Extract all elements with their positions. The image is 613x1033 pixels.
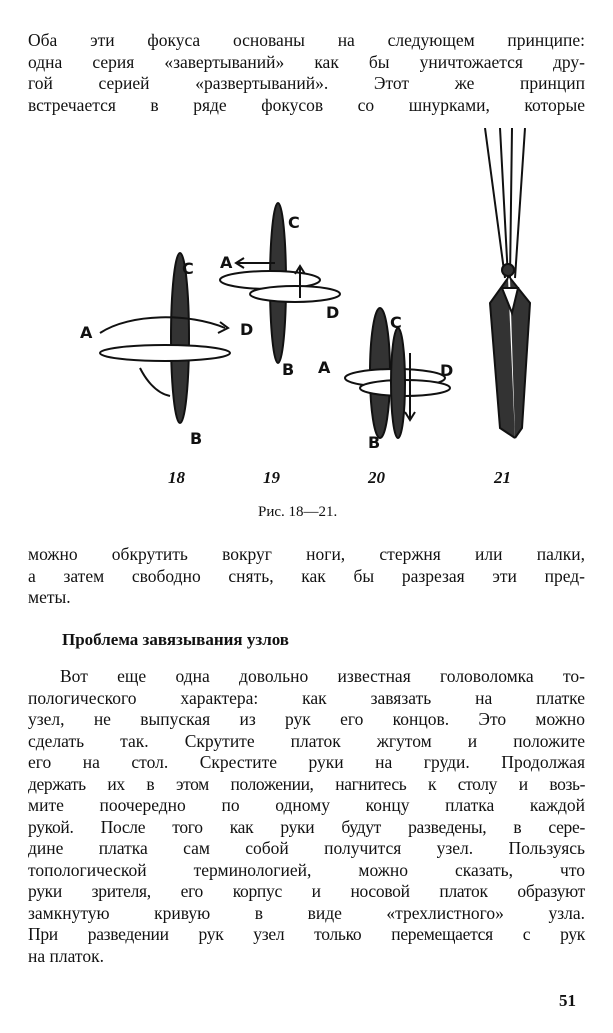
label-b-19: B [282,360,295,379]
label-d-20: D [440,361,454,380]
text-line: одна серия «завертываний» как бы уничтожается дру- [28,51,585,72]
figure-number-21: 21 [494,468,511,487]
text-line: меты. [28,587,71,607]
section-heading: Проблема завязывания узлов [62,630,289,649]
text-line: При разведении рук узел только перемещается с рук [28,924,585,944]
label-b-20: B [368,433,381,452]
label-d-18: D [240,320,254,339]
figure-caption: Рис. 18—21. [258,504,338,520]
fig19-drawing [220,203,340,363]
text-line: гой серией «развертываний». Этот же принцип [28,73,585,93]
text-line: встречается в ряде фокусов со шнурками, которые [28,94,585,115]
continuation-paragraph [28,544,585,609]
text-line: на платок. [28,945,104,966]
label-a-19: A [220,253,233,272]
figure-illustration [60,128,580,488]
text-line: рукой. После того как руки будут разведены, в сере- [28,816,585,837]
text-line: узел, не выпуская из рук его концов. Это можно [28,709,585,729]
text-line: Оба эти фокуса основаны на следующем принципе: [28,30,585,50]
label-d-19: D [326,303,340,322]
text-line: замкнутую кривую в виде «трехлистного» узла. [28,902,585,923]
label-b-18: B [190,429,203,448]
label-a-20: A [318,358,331,377]
text-line: дине платка сам собой получится узел. Пользуясь [28,838,585,858]
label-c-20: C [390,313,402,332]
text-line: мите поочередно по одному концу платка каждой [28,795,585,815]
text-line: сделать так. Скрутите платок жгутом и положите [28,730,585,751]
label-c-19: C [288,213,300,232]
text-line: Вот еще одна довольно известная головоломка то- [60,666,585,686]
fig21-drawing [485,128,530,438]
page-number: 51 [559,991,576,1010]
text-line: топологической терминологией, можно сказать, что [28,859,585,880]
text-line: пологического характера: как завязать на платке [28,687,585,708]
figure-number-20: 20 [368,468,385,487]
text-line: держать их в этом положении, нагнитесь к столу и возь- [28,773,585,794]
label-c-18: C [182,259,194,278]
text-line: руки зрителя, его корпус и носовой платок образуют [28,881,585,901]
figure-number-19: 19 [263,468,280,487]
body-paragraph [28,666,585,967]
text-line: его на стол. Скрестите руки на груди. Продолжая [28,752,585,772]
label-a-18: A [80,323,93,342]
text-line: а затем свободно снять, как бы разрезая эти пред- [28,565,585,586]
intro-paragraph [28,30,585,116]
text-line: можно обкрутить вокруг ноги, стержня или палки, [28,544,585,564]
fig18-drawing [100,253,230,423]
figure-number-18: 18 [168,468,185,487]
